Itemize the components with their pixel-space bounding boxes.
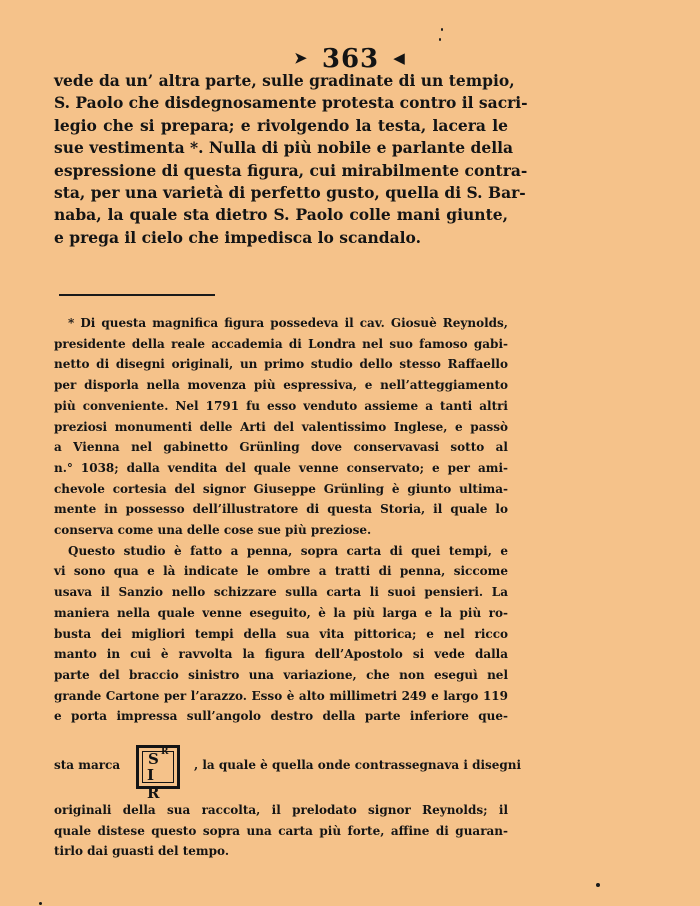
page-number-value: 363	[321, 44, 380, 74]
stamp-letter-s: S	[148, 750, 159, 768]
footnote-divider	[59, 294, 215, 296]
footnote-line: * Di questa magnifica figura possedeva il cav. Giosuè Reynolds,	[68, 316, 508, 330]
main-line: legio che si prepara; e rivolgendo la testa, lacera le	[54, 115, 508, 135]
right-arrow-icon: ➤	[294, 49, 308, 67]
footnote-line: vi sono qua e là indicate le ombre a tratti di penna, siccome	[54, 564, 508, 579]
collector-mark-row	[54, 745, 522, 802]
main-line: e prega il cielo che impedisca lo scandalo.	[54, 227, 421, 247]
footnote-line: manto in cui è ravvolta la figura dell’Apostolo si vede dalla	[54, 647, 508, 662]
footnote-line: netto di disegni originali, un primo studio dello stesso Raffaello	[54, 357, 508, 372]
main-line: espressione di questa figura, cui mirabilmente contra-	[54, 160, 528, 180]
footnote-line: chevole cortesia del signor Giuseppe Grünling è giunto ultima-	[54, 481, 508, 496]
footnote-line: e porta impressa sull’angolo destro della parte inferiore que-	[54, 709, 508, 724]
main-paragraph	[54, 70, 528, 249]
footnote-continuation	[54, 800, 508, 862]
footnote-line: Questo studio è fatto a penna, sopra carta di quei tempi, e	[68, 543, 508, 558]
footnote-line: parte del braccio sinistro una variazione, che non eseguì nel	[54, 667, 508, 682]
footnote-line: busta dei migliori tempi della sua vita pittorica; e nel ricco	[54, 626, 508, 641]
footnote-line: quale distese questo sopra una carta più forte, affine di guaran-	[54, 823, 508, 838]
main-line: S. Paolo che disdegnosamente protesta contro il sacri-	[54, 93, 528, 113]
main-line: naba, la quale sta dietro S. Paolo colle mani giunte,	[54, 205, 508, 225]
footnote-line: preziosi monumenti delle Arti del valentissimo Inglese, e passò	[54, 419, 508, 434]
footnote-line: maniera nella quale venne eseguito, è la più larga e la più ro-	[54, 605, 508, 620]
mark-intro-text: sta marca	[54, 758, 121, 772]
footnote-line: mente in possesso dell’illustratore di questa Storia, il quale lo	[54, 502, 508, 517]
footnote-line: tirlo dai guasti del tempo.	[54, 844, 229, 859]
footnote-line: presidente della reale accademia di Londra nel suo famoso gabi-	[54, 336, 508, 351]
footnote-line: a Vienna nel gabinetto Grünling dove conservavasi sotto al	[54, 440, 508, 455]
footnote-line: usava il Sanzio nello schizzare sulla carta li suoi pensieri. La	[54, 585, 508, 600]
footnote-line: originali della sua raccolta, il prelodato signor Reynolds; il	[54, 803, 508, 817]
mark-description-text: , la quale è quella onde contrassegnava i disegni	[194, 758, 522, 772]
footnote-line: conserva come una delle cose sue più preziose.	[54, 523, 372, 538]
footnote-line: grande Cartone per l’arazzo. Esso è alto millimetri 249 e largo 119	[54, 688, 508, 703]
collector-stamp	[136, 745, 180, 802]
ink-speck	[439, 38, 441, 41]
main-line: sue vestimenta *. Nulla di più nobile e parlante della	[54, 138, 514, 158]
footnote	[54, 313, 508, 727]
ink-speck	[39, 902, 42, 905]
ink-speck	[596, 883, 600, 887]
stamp-letter-r: R	[161, 747, 169, 757]
ink-speck	[441, 28, 443, 31]
main-line: sta, per una varietà di perfetto gusto, quella di S. Bar-	[54, 183, 526, 203]
footnote-line: n.° 1038; dalla vendita del quale venne conservato; e per ami-	[54, 460, 508, 475]
stamp-letters-ir: I R	[147, 766, 162, 802]
main-line: vede da un’ altra parte, sulle gradinate di un tempio,	[54, 71, 515, 90]
footnote-line: più conveniente. Nel 1791 fu esso venduto assieme a tanti altri	[54, 398, 508, 413]
left-arrow-icon: ◀	[393, 49, 406, 67]
footnote-line: per disporla nella movenza più espressiva, e nell’atteggiamento	[54, 378, 508, 393]
